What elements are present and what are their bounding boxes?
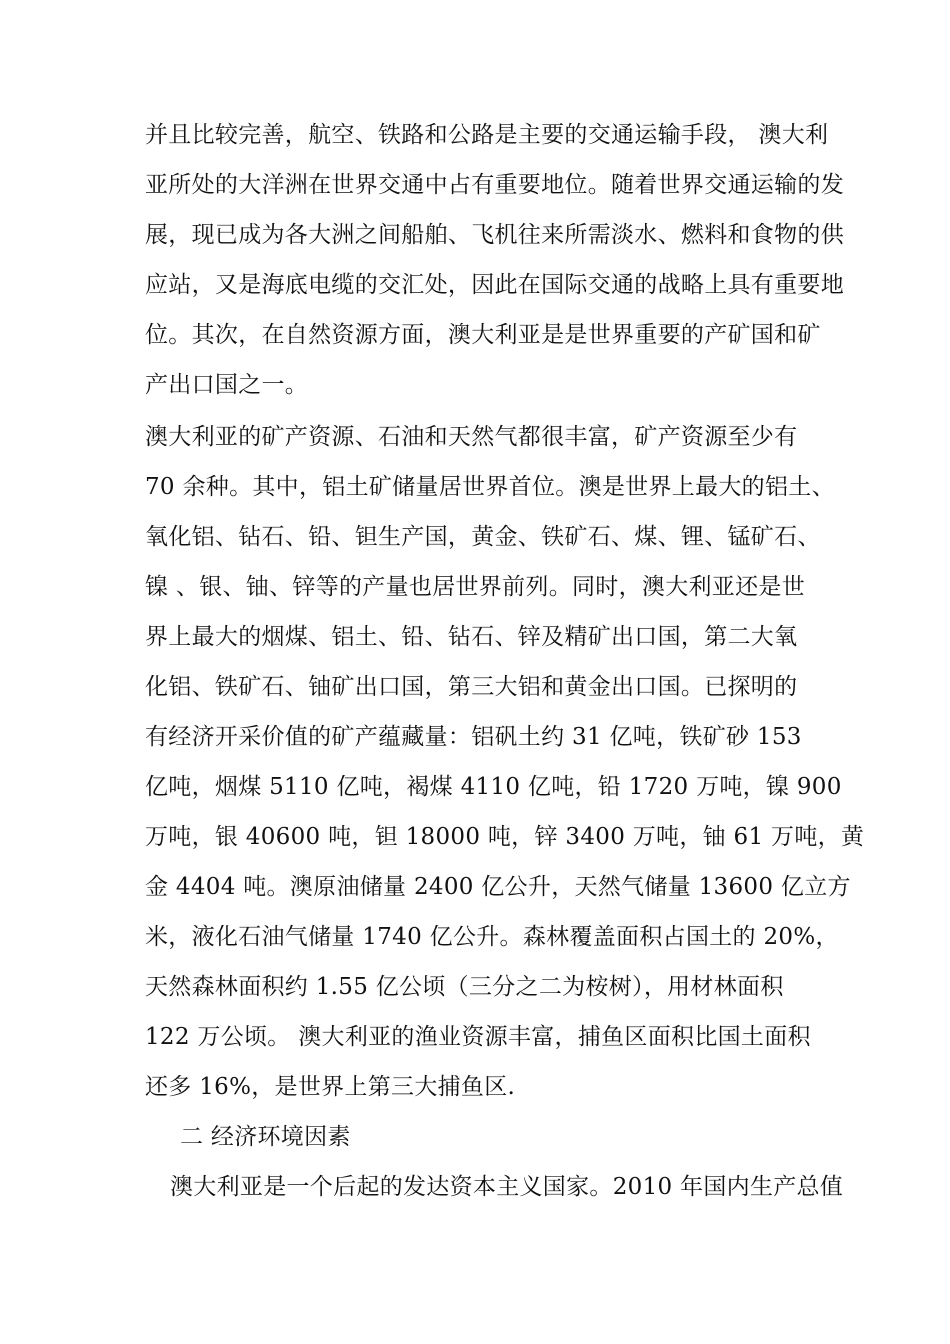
paragraph-2-line-1: 澳大利亚的矿产资源、石油和天然气都很丰富，矿产资源至少有 <box>145 424 798 450</box>
paragraph-2-line-14: 还多 16%，是世界上第三大捕鱼区. <box>145 1074 516 1100</box>
paragraph-3-line-1: 澳大利亚是一个后起的发达资本主义国家。2010 年国内生产总值 <box>170 1174 844 1200</box>
paragraph-2-line-10: 金 4404 吨。澳原油储量 2400 亿公升，天然气储量 13600 亿立方 <box>145 874 851 900</box>
paragraph-2-line-11: 米，液化石油气储量 1740 亿公升。森林覆盖面积占国土的 20%， <box>145 924 839 950</box>
paragraph-1-line-6: 产出口国之一。 <box>145 372 309 398</box>
paragraph-1-line-3: 展，现已成为各大洲之间船舶、飞机往来所需淡水、燃料和食物的供 <box>145 222 844 248</box>
paragraph-2-line-9: 万吨，银 40600 吨，钽 18000 吨，锌 3400 万吨，铀 61 万吨，黄 <box>145 824 865 850</box>
paragraph-1-line-2: 亚所处的大洋洲在世界交通中占有重要地位。随着世界交通运输的发 <box>145 172 844 198</box>
paragraph-2-line-3: 氧化铝、钻石、铅、钽生产国，黄金、铁矿石、煤、锂、锰矿石、 <box>145 524 821 550</box>
section-heading: 二 经济环境因素 <box>180 1124 351 1150</box>
paragraph-1-line-5: 位。其次，在自然资源方面，澳大利亚是是世界重要的产矿国和矿 <box>145 322 821 348</box>
paragraph-2-line-4: 镍 、银、铀、锌等的产量也居世界前列。同时，澳大利亚还是世 <box>145 574 806 600</box>
paragraph-2-line-8: 亿吨，烟煤 5110 亿吨，褐煤 4110 亿吨，铅 1720 万吨，镍 900 <box>145 774 842 800</box>
paragraph-1-line-4: 应站，又是海底电缆的交汇处，因此在国际交通的战略上具有重要地 <box>145 272 844 298</box>
paragraph-2-line-2: 70 余种。其中，铝土矿储量居世界首位。澳是世界上最大的铝土、 <box>145 474 835 500</box>
paragraph-1-line-1: 并且比较完善，航空、铁路和公路是主要的交通运输手段， 澳大利 <box>145 122 829 148</box>
paragraph-2-line-5: 界上最大的烟煤、铝土、铅、钻石、锌及精矿出口国，第二大氧 <box>145 624 798 650</box>
paragraph-2-line-7: 有经济开采价值的矿产蕴藏量：铝矾土约 31 亿吨，铁矿砂 153 <box>145 724 802 750</box>
paragraph-2-line-12: 天然森林面积约 1.55 亿公顷（三分之二为桉树），用材林面积 <box>145 974 784 1000</box>
paragraph-2-line-6: 化铝、铁矿石、铀矿出口国，第三大铝和黄金出口国。已探明的 <box>145 674 798 700</box>
paragraph-2-line-13: 122 万公顷。 澳大利亚的渔业资源丰富，捕鱼区面积比国土面积 <box>145 1024 811 1050</box>
